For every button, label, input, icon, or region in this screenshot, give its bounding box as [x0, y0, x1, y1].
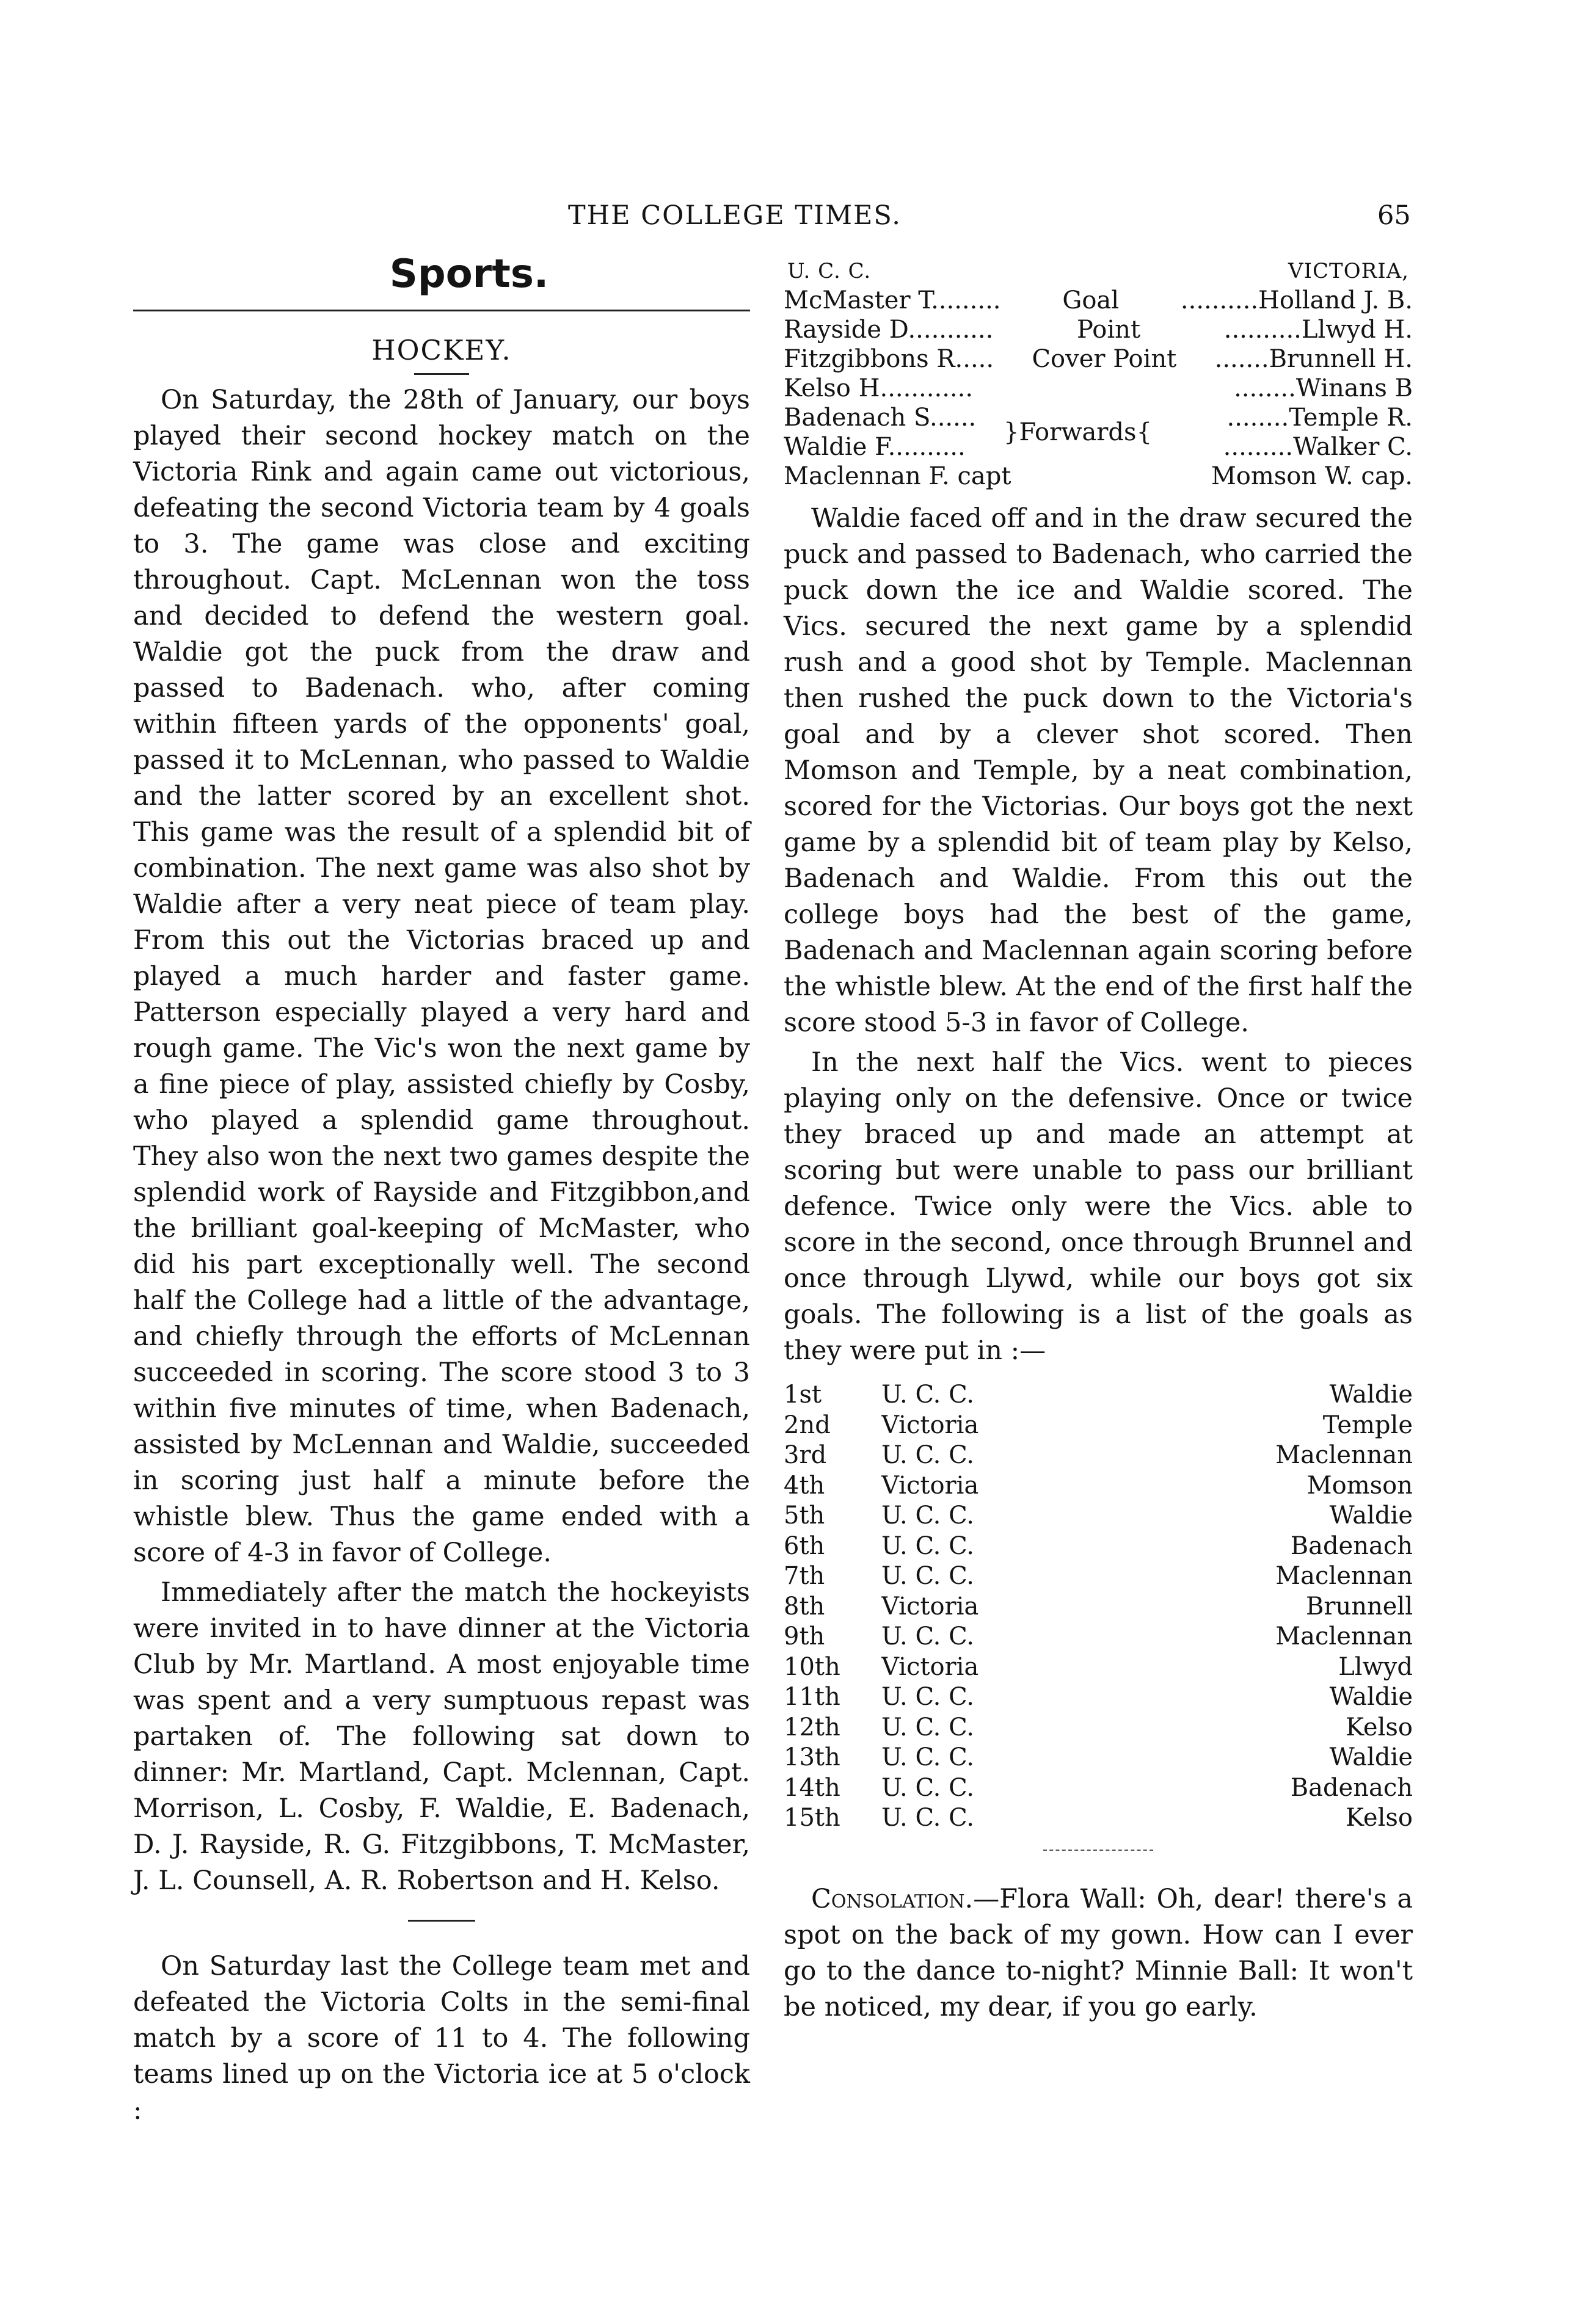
lineup-left-player: McMaster T......... [784, 286, 1001, 314]
goal-scorer: Kelso [1346, 1804, 1413, 1832]
article-paragraph: Immediately after the match the hockeyists were invited in to have dinner at the Victoria Club by Mr. Martland. A most enjoyable time was spent and a very sumptuous repast was partaken of. The following sat down to dinner: Mr. Martland, Capt. Mclennan, Capt. Morrison, L. Cosby, F. Waldie, E. Badenach, D. J. Rayside, R. G. Fitzgibbons, T. McMaster, J. L. Counsell, A. R. Robertson and H. Kelso. [133, 1577, 750, 1896]
right-brace: { [1136, 418, 1153, 446]
goal-scorer: Maclennan [1275, 1441, 1413, 1469]
goal-team: Victoria [881, 1411, 979, 1439]
goal-number: 1st [784, 1381, 822, 1409]
lineup-row [784, 344, 1413, 374]
forwards-text: Forwards [1019, 418, 1137, 446]
goal-row [784, 1682, 1413, 1713]
goal-row [784, 1652, 1413, 1683]
lineup-position: Point [1077, 316, 1141, 344]
lineup-header [784, 256, 1413, 286]
goal-number: 8th [784, 1592, 825, 1621]
lineup-position: Cover Point [1032, 345, 1177, 373]
lineup-right-player: ........Temple R. [1226, 404, 1413, 432]
goal-number: 3rd [784, 1441, 827, 1469]
goal-row [784, 1561, 1413, 1592]
lineup-left-player: Maclennan F. capt [784, 462, 1011, 490]
goal-scorer: Waldie [1329, 1502, 1413, 1530]
team-lineup [784, 256, 1413, 491]
goal-row [784, 1440, 1413, 1471]
team-right-name: VICTORIA, [1288, 259, 1409, 283]
forwards-block [784, 374, 1413, 491]
goal-team: U. C. C. [881, 1381, 974, 1409]
goal-row [784, 1592, 1413, 1622]
lineup-left-player: Waldie F.......... [784, 433, 966, 461]
goal-number: 7th [784, 1562, 825, 1590]
goal-number: 6th [784, 1531, 825, 1560]
goal-scorer: Badenach [1290, 1773, 1413, 1802]
goal-row [784, 1501, 1413, 1531]
consolation-paragraph [784, 1881, 1413, 2025]
goal-row [784, 1713, 1413, 1743]
goal-scorer: Brunnell [1305, 1592, 1413, 1621]
goal-number: 15th [784, 1804, 840, 1832]
goal-number: 9th [784, 1622, 825, 1650]
running-head: THE COLLEGE TIMES. [568, 200, 902, 231]
lineup-position: Goal [1062, 286, 1120, 314]
team-left-name: U. C. C. [787, 259, 872, 283]
goal-scorer: Waldie [1329, 1381, 1413, 1409]
article-paragraph: On Saturday, the 28th of January, our boys played their second hockey match on the Victoria Rink and again came out victorious, defeating the second Victoria team by 4 goals to 3. The game was close and exciting throughout. Capt. McLennan won the toss and decided to defend the western goal. Waldie got the puck from the draw and passed to Badenach. who, after coming within fifteen yards of the opponents' goal, passed it to McLennan, who passed to Waldie and the latter scored by an excellent shot. This game was the result of a splendid bit of combination. The next game was also shot by Waldie after a very neat piece of team play. From this out the Victorias braced up and played a much harder and faster game. Patterson especially played a very hard and rough game. The Vic's won the next game by a fine piece of play, assisted chiefly by Cosby, who played a splendid game throughout. They also won the next two games despite the splendid work of Rayside and Fitzgibbon,and the brilliant goal-keeping of McMaster, who did his part exceptionally well. The second half the College had a little of the advantage, and chiefly through the efforts of McLennan succeeded in scoring. The score stood 3 to 3 within five minutes of time, when Badenach, assisted by McLennan and Waldie, succeeded in scoring just half a minute before the whistle blew. Thus the game ended with a score of 4-3 in favor of College. [133, 385, 750, 1568]
goal-team: U. C. C. [881, 1441, 974, 1469]
consolation-label: Consolation. [811, 1883, 974, 1914]
goals-list [784, 1380, 1413, 1834]
goal-row [784, 1411, 1413, 1441]
lineup-left-player: Rayside D........... [784, 316, 994, 344]
goal-scorer: Llwyd [1338, 1652, 1413, 1681]
goal-scorer: Badenach [1290, 1531, 1413, 1560]
left-column [133, 252, 750, 2132]
lineup-left-player: Kelso H............ [784, 374, 974, 402]
article-paragraph: In the next half the Vics. went to pieces playing only on the defensive. Once or twice they braced up and made an attempt at scoring but were unable to pass our brilliant defence. Twice only were the Vics. able to score in the second, once through Brunnel and once through Llywd, while our boys got six goals. The following is a list of the goals as they were put in :— [784, 1047, 1413, 1366]
lineup-left-player: Badenach S...... [784, 404, 977, 432]
lineup-row [784, 315, 1413, 344]
goal-scorer: Maclennan [1275, 1622, 1413, 1650]
goal-team: U. C. C. [881, 1502, 974, 1530]
goal-row [784, 1743, 1413, 1773]
goal-scorer: Momson [1306, 1471, 1413, 1500]
goal-team: U. C. C. [881, 1531, 974, 1560]
goal-team: U. C. C. [881, 1622, 974, 1650]
goal-number: 12th [784, 1713, 840, 1741]
goal-scorer: Waldie [1329, 1743, 1413, 1771]
page-number: 65 [1377, 200, 1411, 231]
dashed-divider [1043, 1850, 1153, 1851]
goal-row [784, 1471, 1413, 1502]
lineup-right-player: Momson W. cap. [1211, 462, 1413, 490]
article-subhead: HOCKEY. [371, 334, 512, 366]
forwards-right-list [1138, 374, 1413, 491]
goal-scorer: Kelso [1346, 1713, 1413, 1741]
lineup-row [784, 286, 1413, 315]
goal-number: 14th [784, 1773, 840, 1802]
goal-number: 5th [784, 1502, 825, 1530]
article-paragraph: Waldie faced off and in the draw secured the puck and passed to Badenach, who carried the puck down the ice and Waldie scored. The Vics. secured the next game by a splendid rush and a good shot by Temple. Maclennan then rushed the puck down to the Victoria's goal and by a clever shot scored. Then Momson and Temple, by a neat combination, scored for the Victorias. Our boys got the next game by a splendid bit of team play by Kelso, Badenach and Waldie. From this out the college boys had the best of the game, Badenach and Maclennan again scoring before the whistle blew. At the end of the first half the score stood 5-3 in favor of College. [784, 503, 1413, 1038]
lineup-left-player: Fitzgibbons R..... [784, 345, 994, 373]
lineup-right-player: .......Brunnell H. [1214, 345, 1413, 373]
goal-row [784, 1380, 1413, 1411]
goal-team: Victoria [881, 1592, 979, 1621]
goal-row [784, 1531, 1413, 1562]
goal-number: 11th [784, 1683, 840, 1711]
article-paragraph: On Saturday last the College team met and defeated the Victoria Colts in the semi-final match by a score of 11 to 4. The following teams lined up on the Victoria ice at 5 o'clock : [133, 1951, 750, 2126]
goal-number: 2nd [784, 1411, 831, 1439]
consolation-text: —Flora Wall: Oh, dear! there's a spot on the back of my gown. How can I ever go to the dance to-night? Minnie Ball: It won't be noticed, my dear, if you go early. [784, 1883, 1413, 2022]
goal-team: U. C. C. [881, 1773, 974, 1802]
goal-scorer: Waldie [1329, 1683, 1413, 1711]
goal-row [784, 1803, 1413, 1834]
goal-team: U. C. C. [881, 1743, 974, 1771]
lineup-right-player: ..........Llwyd H. [1223, 316, 1413, 344]
goal-number: 4th [784, 1471, 825, 1500]
goal-row [784, 1622, 1413, 1652]
right-column [784, 256, 1413, 2029]
lineup-right-player: ........Winans B [1234, 374, 1413, 402]
forwards-left-list [784, 374, 1011, 491]
goal-team: U. C. C. [881, 1683, 974, 1711]
goal-team: U. C. C. [881, 1562, 974, 1590]
lineup-right-player: .........Walker C. [1223, 433, 1413, 461]
divider-rule [408, 1920, 475, 1922]
goal-number: 10th [784, 1652, 840, 1681]
subhead-rule [414, 373, 469, 375]
goal-scorer: Maclennan [1275, 1562, 1413, 1590]
lineup-right-player: ..........Holland J. B. [1180, 286, 1413, 314]
goal-row [784, 1773, 1413, 1804]
goal-team: U. C. C. [881, 1804, 974, 1832]
goal-team: Victoria [881, 1652, 979, 1681]
forwards-label [1004, 418, 1153, 447]
left-brace: } [1004, 418, 1019, 446]
section-title: Sports. [389, 252, 549, 297]
section-rule [133, 310, 750, 311]
goal-number: 13th [784, 1743, 840, 1771]
goal-team: Victoria [881, 1471, 979, 1500]
goal-scorer: Temple [1322, 1411, 1413, 1439]
goal-team: U. C. C. [881, 1713, 974, 1741]
